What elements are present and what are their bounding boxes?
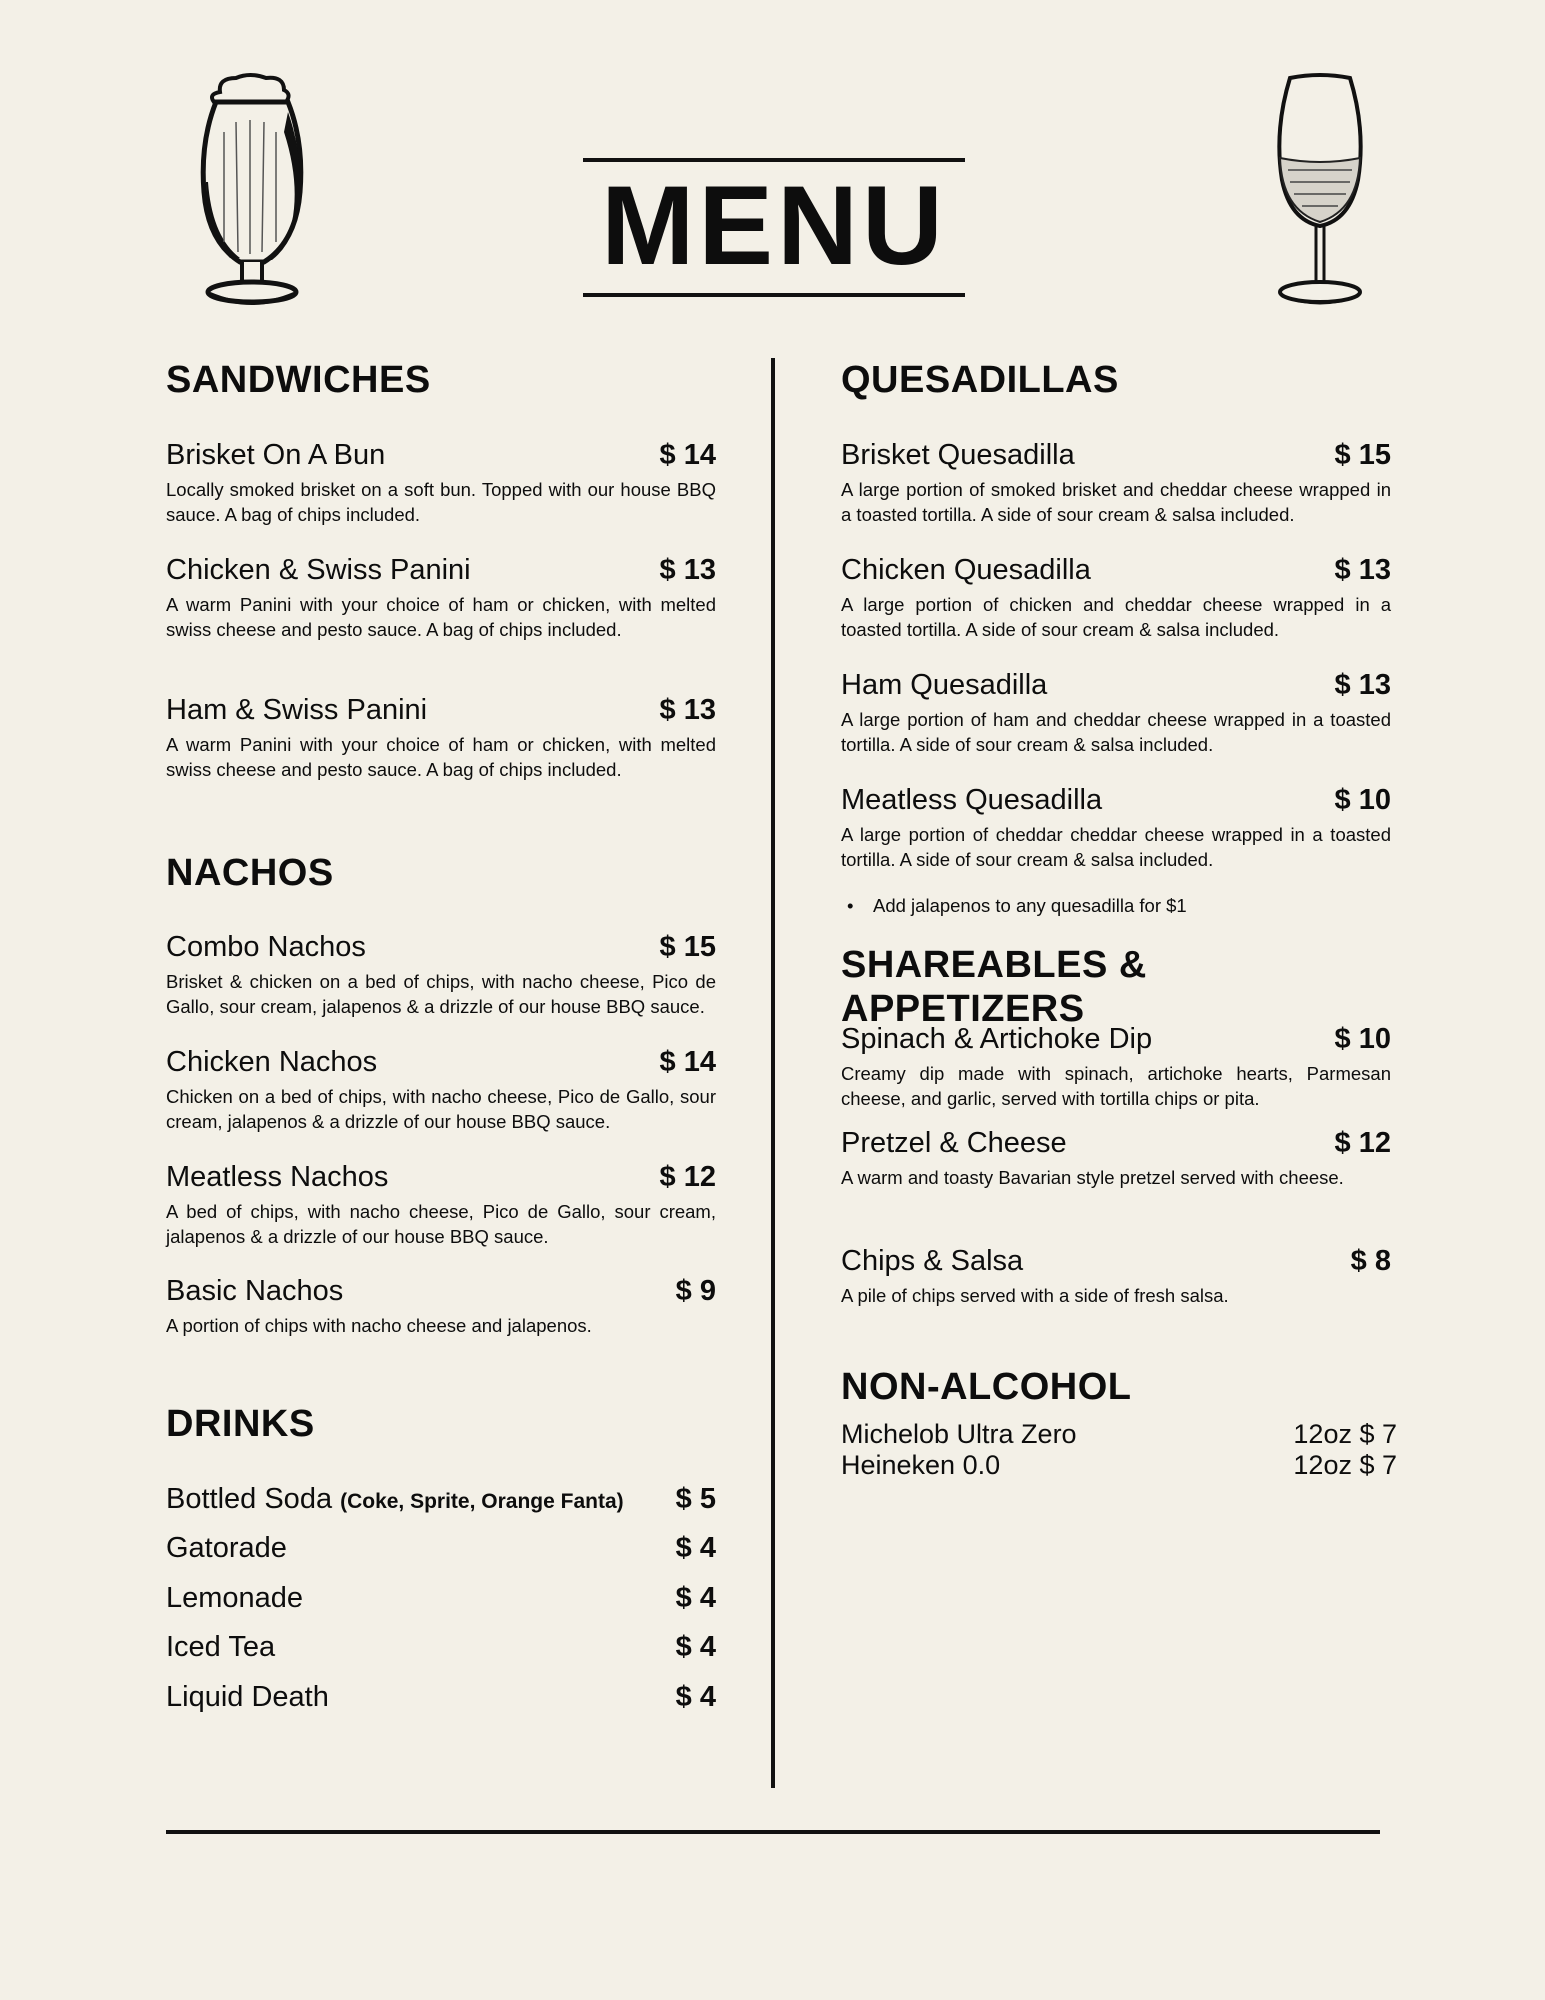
item-price: $ 15 — [1334, 439, 1391, 471]
item-price: $ 4 — [675, 1582, 716, 1614]
item-name: Pretzel & Cheese — [841, 1127, 1067, 1159]
drink-item — [166, 1529, 716, 1567]
drink-item — [166, 1579, 716, 1617]
item-description: A large portion of ham and cheddar cheese wrapped in a toasted tortilla. A side of sour cream & salsa included. — [841, 709, 1391, 755]
item-description: A portion of chips with nacho cheese and jalapenos. — [166, 1315, 592, 1336]
item-name: Lemonade — [166, 1582, 304, 1614]
drink-item — [166, 1678, 716, 1716]
item-name: Spinach & Artichoke Dip — [841, 1023, 1153, 1055]
item-price: $ 14 — [659, 1046, 716, 1078]
menu-item — [841, 552, 1391, 642]
item-price: $ 9 — [675, 1275, 716, 1307]
section-title: QUESADILLAS — [841, 359, 1119, 401]
menu-item — [166, 552, 716, 642]
menu-item — [166, 1159, 716, 1249]
section-quesadillas — [841, 358, 1391, 402]
item-price: $ 10 — [1334, 1023, 1391, 1055]
item-name: Brisket On A Bun — [166, 439, 386, 471]
item-price: $ 15 — [659, 931, 716, 963]
item-note: (Coke, Sprite, Orange Fanta) — [340, 1490, 624, 1513]
item-name: Ham Quesadilla — [841, 669, 1048, 701]
item-description: A warm Panini with your choice of ham or chicken, with melted swiss cheese and pesto sauce. A bag of chips included. — [166, 594, 716, 640]
item-name: Chicken Nachos — [166, 1046, 378, 1078]
item-description: Chicken on a bed of chips, with nacho cheese, Pico de Gallo, sour cream, jalapenos & a drizzle of our house BBQ sauce. — [166, 1086, 716, 1132]
section-title: NON-ALCOHOL — [841, 1366, 1132, 1408]
section-shareables — [841, 943, 1391, 1031]
section-non-alcohol — [841, 1365, 1391, 1409]
item-price: $ 12 — [659, 1161, 716, 1193]
menu-item — [841, 1021, 1391, 1111]
item-price: $ 13 — [659, 554, 716, 586]
item-name: Chicken & Swiss Panini — [166, 554, 471, 586]
menu-item — [841, 437, 1391, 527]
drink-item — [841, 1418, 1397, 1450]
section-drinks — [166, 1402, 716, 1446]
item-price: $ 12 — [1334, 1127, 1391, 1159]
menu-item — [841, 1243, 1391, 1308]
section-nachos — [166, 851, 716, 895]
quesadilla-note: • Add jalapenos to any quesadilla for $1 — [841, 893, 1187, 918]
item-name: Bottled Soda (Coke, Sprite, Orange Fanta) — [166, 1483, 624, 1515]
page-title: MENU — [601, 163, 947, 288]
item-description: Locally smoked brisket on a soft bun. Topped with our house BBQ sauce. A bag of chips included. — [166, 479, 716, 525]
item-name: Basic Nachos — [166, 1275, 344, 1307]
item-price: $ 8 — [1350, 1245, 1391, 1277]
title-rule-bottom — [583, 293, 965, 297]
item-price: $ 4 — [675, 1532, 716, 1564]
wine-glass-icon — [1268, 70, 1372, 312]
item-price: $ 13 — [1334, 669, 1391, 701]
item-price: $ 5 — [675, 1483, 716, 1515]
menu-item — [841, 782, 1391, 872]
drink-item — [841, 1449, 1397, 1481]
menu-item — [166, 929, 716, 1019]
item-price: 12oz $ 7 — [1293, 1419, 1397, 1449]
item-price: 12oz $ 7 — [1293, 1450, 1397, 1480]
item-description: Creamy dip made with spinach, artichoke hearts, Parmesan cheese, and garlic, served with tortilla chips or pita. — [841, 1063, 1391, 1109]
item-description: A warm Panini with your choice of ham or chicken, with melted swiss cheese and pesto sauce. A bag of chips included. — [166, 734, 716, 780]
item-price: $ 13 — [659, 694, 716, 726]
item-price: $ 10 — [1334, 784, 1391, 816]
drink-item — [166, 1628, 716, 1666]
item-name: Combo Nachos — [166, 931, 366, 963]
menu-item — [166, 1044, 716, 1134]
item-name: Meatless Quesadilla — [841, 784, 1103, 816]
column-divider — [771, 358, 775, 1788]
item-price: $ 4 — [675, 1631, 716, 1663]
item-description: A large portion of chicken and cheddar cheese wrapped in a toasted tortilla. A side of sour cream & salsa included. — [841, 594, 1391, 640]
item-name: Chicken Quesadilla — [841, 554, 1091, 586]
menu-item — [841, 1125, 1391, 1190]
section-title: NACHOS — [166, 852, 334, 894]
drink-item — [166, 1480, 716, 1518]
beer-glass-icon — [180, 72, 320, 316]
item-price: $ 13 — [1334, 554, 1391, 586]
section-title: SANDWICHES — [166, 359, 431, 401]
bullet-icon: • — [847, 895, 854, 916]
menu-item — [841, 667, 1391, 757]
item-name: Liquid Death — [166, 1681, 329, 1713]
item-name: Heineken 0.0 — [841, 1450, 1001, 1480]
section-sandwiches — [166, 358, 716, 402]
item-price: $ 14 — [659, 439, 716, 471]
item-description: A large portion of cheddar cheddar cheese wrapped in a toasted tortilla. A side of sour cream & salsa included. — [841, 824, 1391, 870]
menu-item — [166, 437, 716, 527]
item-description: A pile of chips served with a side of fresh salsa. — [841, 1285, 1229, 1306]
menu-item — [166, 1273, 716, 1338]
item-price: $ 4 — [675, 1681, 716, 1713]
menu-item — [166, 692, 716, 782]
item-name: Iced Tea — [166, 1631, 276, 1663]
item-name: Meatless Nachos — [166, 1161, 389, 1193]
item-name: Ham & Swiss Panini — [166, 694, 428, 726]
item-name: Brisket Quesadilla — [841, 439, 1075, 471]
item-description: A warm and toasty Bavarian style pretzel served with cheese. — [841, 1167, 1344, 1188]
footer-rule — [166, 1830, 1380, 1834]
item-description: A bed of chips, with nacho cheese, Pico de Gallo, sour cream, jalapenos & a drizzle of our house BBQ sauce. — [166, 1201, 716, 1247]
item-description: Brisket & chicken on a bed of chips, with nacho cheese, Pico de Gallo, sour cream, jalapenos & a drizzle of our house BBQ sauce. — [166, 971, 716, 1017]
item-name: Gatorade — [166, 1532, 287, 1564]
section-title: SHAREABLES & APPETIZERS — [841, 944, 1147, 1030]
item-name: Michelob Ultra Zero — [841, 1419, 1077, 1449]
item-description: A large portion of smoked brisket and cheddar cheese wrapped in a toasted tortilla. A side of sour cream & salsa included. — [841, 479, 1391, 525]
section-title: DRINKS — [166, 1403, 315, 1445]
item-name: Chips & Salsa — [841, 1245, 1024, 1277]
